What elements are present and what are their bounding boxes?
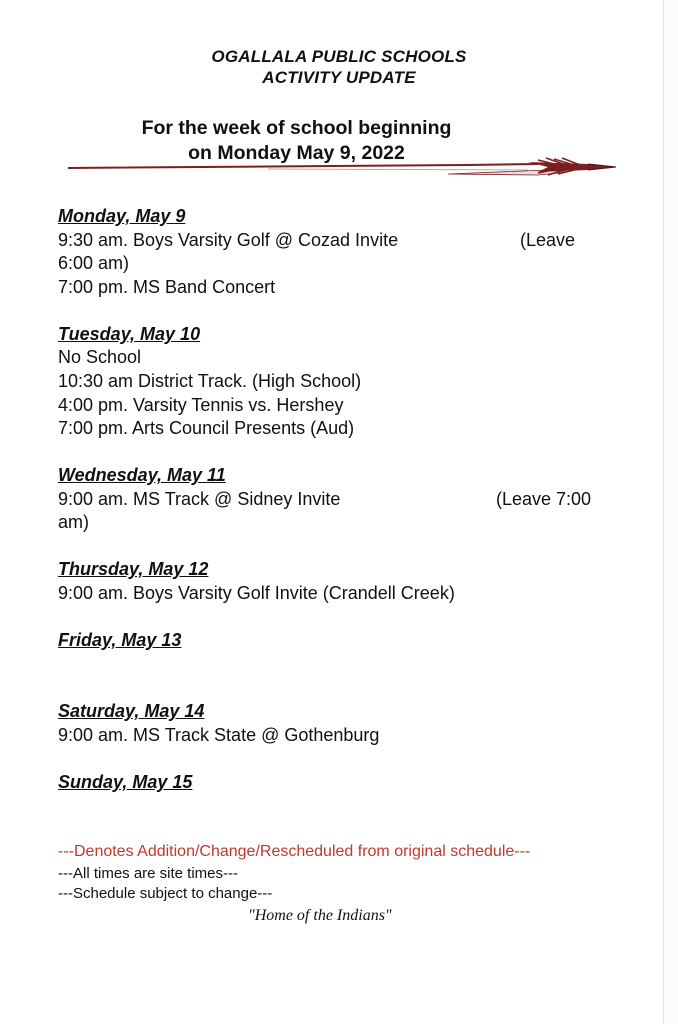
schedule-change-note: ---Schedule subject to change--- [58,885,273,902]
school-motto: "Home of the Indians" [248,907,392,924]
day-heading-monday: Monday, May 9 [58,206,186,226]
week-subtitle-line1: For the week of school beginning [141,117,452,139]
week-subtitle-line2: on Monday May 9, 2022 [188,142,405,164]
change-legend-note: ---Denotes Addition/Change/Rescheduled from original schedule--- [58,843,531,860]
event-line: 7:00 pm. Arts Council Presents (Aud) [58,418,355,438]
site-times-note: ---All times are site times--- [58,865,239,882]
day-heading-wednesday: Wednesday, May 11 [58,465,226,485]
document-title: ACTIVITY UPDATE [262,68,416,87]
event-line: am) [58,512,89,532]
event-line: No School [58,347,142,367]
event-line: 9:30 am. Boys Varsity Golf @ Cozad Invite [58,230,399,250]
leave-note: (Leave 7:00 [496,489,592,509]
day-heading-thursday: Thursday, May 12 [58,559,209,579]
page-edge [663,0,678,1024]
day-heading-tuesday: Tuesday, May 10 [58,324,201,344]
leave-note: (Leave [520,230,576,250]
event-line: 6:00 am) [58,253,130,273]
event-line: 7:00 pm. MS Band Concert [58,277,276,297]
org-name: OGALLALA PUBLIC SCHOOLS [211,47,467,66]
event-line: 10:30 am District Track. (High School) [58,371,362,391]
event-line: 9:00 am. MS Track State @ Gothenburg [58,725,380,745]
arrow-divider-icon [68,152,618,184]
day-heading-saturday: Saturday, May 14 [58,701,205,721]
event-line: 4:00 pm. Varsity Tennis vs. Hershey [58,395,344,415]
day-heading-sunday: Sunday, May 15 [58,772,193,792]
event-line: 9:00 am. MS Track @ Sidney Invite [58,489,341,509]
event-line: 9:00 am. Boys Varsity Golf Invite (Crandell Creek) [58,583,455,603]
day-heading-friday: Friday, May 13 [58,630,182,650]
